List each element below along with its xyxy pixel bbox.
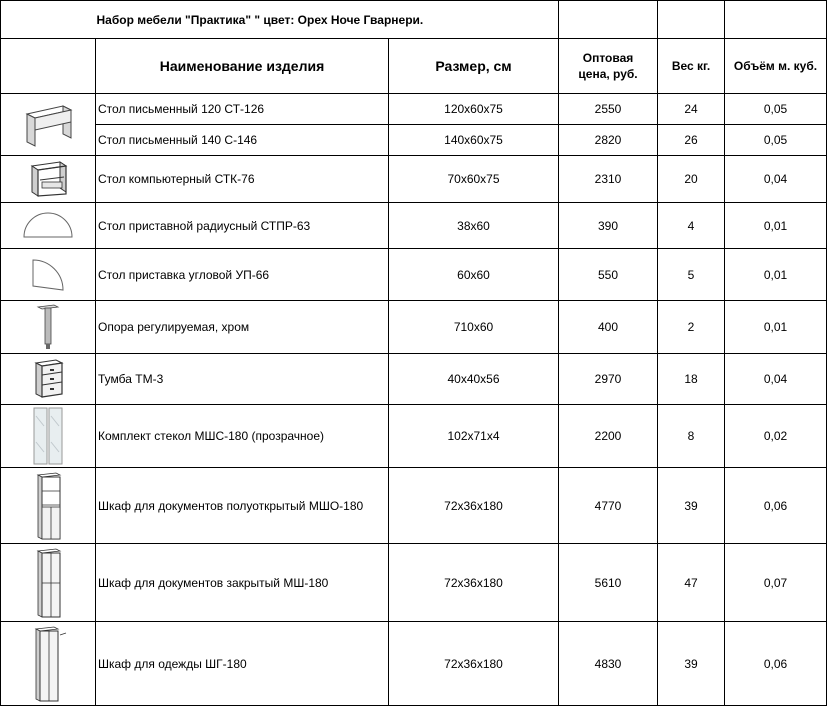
product-price: 5610 — [559, 544, 658, 622]
table-leg-icon — [28, 303, 68, 351]
row-image-cell — [1, 405, 96, 468]
product-volume: 0,01 — [725, 203, 827, 249]
page-title: Набор мебели "Практика" " цвет: Орех Ноче Гварнери. — [96, 1, 559, 39]
product-volume: 0,02 — [725, 405, 827, 468]
desk-icon — [23, 100, 73, 150]
product-price: 4830 — [559, 622, 658, 706]
header-size: Размер, см — [389, 39, 559, 94]
empty-cell — [725, 1, 827, 39]
product-volume: 0,05 — [725, 125, 827, 156]
product-weight: 24 — [658, 94, 725, 125]
product-weight: 4 — [658, 203, 725, 249]
header-name: Наименование изделия — [96, 39, 389, 94]
glass-doors-icon — [28, 406, 68, 466]
empty-cell — [559, 1, 658, 39]
product-price: 550 — [559, 249, 658, 301]
closed-cabinet-icon — [30, 547, 66, 619]
product-volume: 0,04 — [725, 156, 827, 203]
product-size: 72х36х180 — [389, 544, 559, 622]
product-name: Стол письменный 120 СТ-126 — [96, 94, 389, 125]
row-image-cell — [1, 544, 96, 622]
row-image-cell — [1, 622, 96, 706]
product-weight: 20 — [658, 156, 725, 203]
table-row — [1, 354, 827, 405]
corner-table-icon — [23, 254, 73, 296]
product-volume: 0,01 — [725, 301, 827, 354]
product-name: Стол письменный 140 С-146 — [96, 125, 389, 156]
product-size: 40х40х56 — [389, 354, 559, 405]
product-name: Стол приставной радиусный СТПР-63 — [96, 203, 389, 249]
product-price: 2310 — [559, 156, 658, 203]
product-weight: 2 — [658, 301, 725, 354]
product-weight: 39 — [658, 622, 725, 706]
product-name: Стол приставка угловой УП-66 — [96, 249, 389, 301]
empty-cell — [658, 1, 725, 39]
product-size: 72х36х180 — [389, 468, 559, 544]
row-image-cell — [1, 94, 96, 156]
product-size: 70х60х75 — [389, 156, 559, 203]
product-name: Шкаф для одежды ШГ-180 — [96, 622, 389, 706]
header-price — [559, 39, 658, 94]
table-row — [1, 94, 827, 125]
table-row — [1, 468, 827, 544]
product-volume: 0,07 — [725, 544, 827, 622]
table-row — [1, 622, 827, 706]
row-image-cell — [1, 203, 96, 249]
product-name: Стол компьютерный СТК-76 — [96, 156, 389, 203]
header-image-cell — [1, 39, 96, 94]
wardrobe-icon — [26, 625, 70, 703]
product-volume: 0,05 — [725, 94, 827, 125]
table-row — [1, 405, 827, 468]
product-price: 2820 — [559, 125, 658, 156]
header-price-line1: Оптовая — [582, 51, 634, 65]
product-volume: 0,01 — [725, 249, 827, 301]
table-row — [1, 544, 827, 622]
product-volume: 0,06 — [725, 468, 827, 544]
drawer-unit-icon — [30, 357, 66, 401]
table-row — [1, 301, 827, 354]
table-row — [1, 156, 827, 203]
product-weight: 26 — [658, 125, 725, 156]
product-price: 4770 — [559, 468, 658, 544]
title-spacer — [1, 1, 96, 39]
row-image-cell — [1, 468, 96, 544]
row-image-cell — [1, 156, 96, 203]
product-volume: 0,06 — [725, 622, 827, 706]
product-name: Комплект стекол МШС-180 (прозрачное) — [96, 405, 389, 468]
product-size: 140х60х75 — [389, 125, 559, 156]
open-cabinet-icon — [30, 471, 66, 541]
product-weight: 47 — [658, 544, 725, 622]
product-weight: 5 — [658, 249, 725, 301]
header-weight: Вес кг. — [658, 39, 725, 94]
table-row — [1, 203, 827, 249]
product-weight: 39 — [658, 468, 725, 544]
title-row — [1, 1, 827, 39]
product-price: 400 — [559, 301, 658, 354]
row-image-cell — [1, 354, 96, 405]
product-size: 72х36х180 — [389, 622, 559, 706]
row-image-cell — [1, 249, 96, 301]
header-volume: Объём м. куб. — [725, 39, 827, 94]
table-row — [1, 249, 827, 301]
product-size: 710х60 — [389, 301, 559, 354]
computer-desk-icon — [26, 158, 70, 200]
radius-table-icon — [18, 209, 78, 243]
product-price: 2970 — [559, 354, 658, 405]
header-row — [1, 39, 827, 94]
table-row — [1, 125, 827, 156]
product-weight: 18 — [658, 354, 725, 405]
product-name: Шкаф для документов закрытый МШ-180 — [96, 544, 389, 622]
product-name: Тумба ТМ-3 — [96, 354, 389, 405]
product-price: 390 — [559, 203, 658, 249]
product-size: 102х71х4 — [389, 405, 559, 468]
product-name: Шкаф для документов полуоткрытый МШО-180 — [96, 468, 389, 544]
product-volume: 0,04 — [725, 354, 827, 405]
product-size: 120х60х75 — [389, 94, 559, 125]
product-price: 2200 — [559, 405, 658, 468]
product-size: 60х60 — [389, 249, 559, 301]
header-price-line2: цена, руб. — [578, 67, 638, 81]
row-image-cell — [1, 301, 96, 354]
product-price: 2550 — [559, 94, 658, 125]
product-name: Опора регулируемая, хром — [96, 301, 389, 354]
product-weight: 8 — [658, 405, 725, 468]
product-size: 38х60 — [389, 203, 559, 249]
